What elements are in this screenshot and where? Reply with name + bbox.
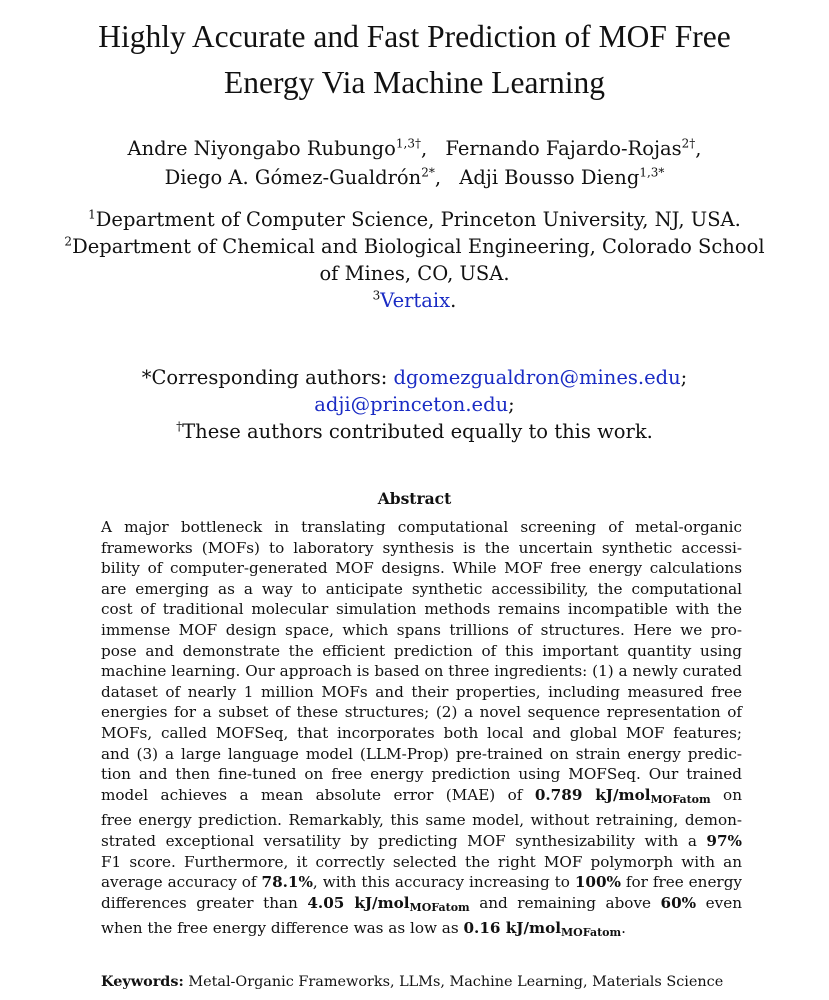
author-list bbox=[0, 134, 829, 192]
author-line-1 bbox=[0, 134, 829, 163]
abstract-line-final: when the free energy difference was as low as 0.16 kJ/mol$_{MOFatom}$. bbox=[101, 919, 626, 940]
corresponding-line-2: adji@princeton.edu; bbox=[314, 393, 515, 416]
affiliation-2: $^2$Department of Chemical and Biological Engineering, Colorado School bbox=[64, 234, 765, 258]
abstract-line: cost of traditional molecular simulation methods remains incompatible with the bbox=[101, 600, 742, 619]
title-line-2: Energy Via Machine Learning bbox=[224, 65, 605, 100]
author-2: Fernando Fajardo-Rojas$^{2\dagger}$, bbox=[445, 136, 702, 160]
abstract-line: machine learning. Our approach is based on three ingredients: (1) a newly curated bbox=[101, 662, 742, 681]
abstract-line: tion and then fine-tuned on free energy prediction using MOFSeq. Our trained bbox=[101, 765, 742, 784]
email-link-dieng[interactable]: adji@princeton.edu bbox=[314, 393, 509, 416]
affiliation-1: $^1$Department of Computer Science, Princeton University, NJ, USA. bbox=[88, 207, 741, 231]
author-4: Adji Bousso Dieng$^{1,3*}$ bbox=[459, 165, 665, 189]
affiliations bbox=[0, 206, 829, 314]
correspondence bbox=[0, 364, 829, 445]
vertaix-link[interactable]: Vertaix bbox=[380, 289, 451, 312]
keywords-text: Metal-Organic Frameworks, LLMs, Machine Learning, Materials Science bbox=[183, 974, 724, 990]
abstract-line: and (3) a large language model (LLM-Prop) pre-trained on strain energy predic- bbox=[101, 744, 742, 763]
abstract-body bbox=[101, 517, 742, 944]
affiliation-2-cont: of Mines, CO, USA. bbox=[319, 262, 510, 285]
abstract-line: frameworks (MOFs) to laboratory synthesis is the uncertain synthetic accessi- bbox=[101, 538, 742, 557]
abstract-line-accuracy: average accuracy of 78.1%, with this accuracy increasing to 100% for free energy bbox=[101, 873, 742, 892]
abstract-line: bility of computer-generated MOF designs. While MOF free energy calculations bbox=[101, 559, 742, 578]
title-line-1: Highly Accurate and Fast Prediction of MOF Free bbox=[98, 19, 731, 54]
abstract-line: MOFs, called MOFSeq, that incorporates both local and global MOF features; bbox=[101, 723, 742, 742]
abstract-line: free energy prediction. Remarkably, this same model, without retraining, demon- bbox=[101, 811, 742, 830]
equal-contribution-note: †These authors contributed equally to this work. bbox=[176, 419, 653, 443]
abstract-line-mae: model achieves a mean absolute error (MAE) of 0.789 kJ/mol$_{MOFatom}$ on bbox=[101, 785, 742, 806]
abstract-line: pose and demonstrate the efficient prediction of this important quantity using bbox=[101, 641, 742, 660]
abstract-line: are emerging as a way to anticipate synthetic accessibility, the computational bbox=[101, 579, 742, 598]
author-3: Diego A. Gómez-Gualdrón$^{2*}$, bbox=[164, 165, 442, 189]
keywords-label: Keywords: bbox=[101, 973, 184, 990]
abstract-line: F1 score. Furthermore, it correctly selected the right MOF polymorph with an bbox=[101, 852, 742, 871]
affiliation-3: $^3$Vertaix. bbox=[372, 288, 457, 312]
author-line-2 bbox=[0, 163, 829, 192]
abstract-line: dataset of nearly 1 million MOFs and their properties, including measured free bbox=[101, 682, 742, 701]
abstract-line: A major bottleneck in translating computational screening of metal-organic bbox=[101, 518, 742, 536]
abstract-line: immense MOF design space, which spans trillions of structures. Here we pro- bbox=[101, 620, 742, 639]
email-link-gomez[interactable]: dgomezgualdron@mines.edu bbox=[393, 366, 681, 389]
keywords bbox=[101, 972, 742, 992]
corresponding-line-1: *Corresponding authors: dgomezgualdron@mines.edu; bbox=[141, 366, 688, 389]
abstract-line: energies for a subset of these structures; (2) a novel sequence representation of bbox=[101, 703, 742, 722]
abstract-line-f1: strated exceptional versatility by predicting MOF synthesizability with a 97% bbox=[101, 831, 742, 850]
paper-title bbox=[0, 14, 829, 106]
abstract-line-threshold: differences greater than 4.05 kJ/mol$_{MOFatom}$ and remaining above 60% even bbox=[101, 893, 742, 914]
abstract-heading: Abstract bbox=[377, 489, 452, 508]
author-1: Andre Niyongabo Rubungo$^{1,3\dagger}$, bbox=[127, 136, 428, 160]
